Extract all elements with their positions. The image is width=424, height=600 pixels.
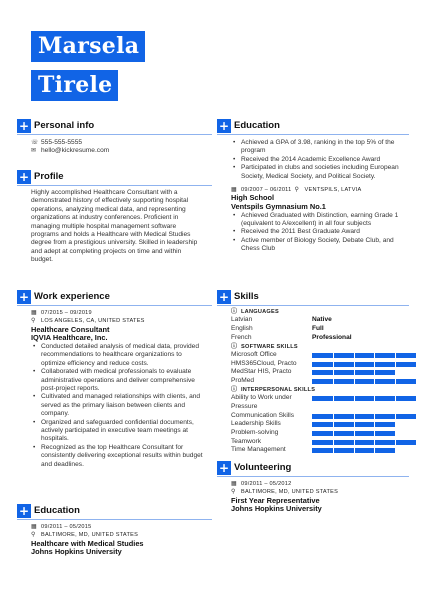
job-position: Healthcare Consultant <box>31 324 110 334</box>
language-row <box>231 316 421 325</box>
list-item: • Achieved Graduated with Distinction, earning Grade 1 (equivalent to A/excellent) in all four subjects <box>231 212 401 229</box>
location-icon: ⚲ <box>294 187 300 194</box>
skill-bar-fill <box>312 362 416 367</box>
skill-bar-gap <box>354 448 355 453</box>
skill-bar-gap <box>395 379 396 384</box>
plus-icon: + <box>218 290 230 304</box>
skill-bar <box>312 353 416 358</box>
skill-bar-gap <box>354 440 355 445</box>
skill-row <box>231 394 421 411</box>
skill-bar-gap <box>354 379 355 384</box>
profile-title: Profile <box>34 171 64 182</box>
skill-bar-gap <box>333 362 334 367</box>
skill-bar <box>312 422 416 427</box>
job-bullets <box>31 343 206 469</box>
skill-bar-gap <box>333 396 334 401</box>
phone-icon: ☏ <box>31 140 39 146</box>
volunteering-title: Volunteering <box>234 462 292 473</box>
skill-row <box>231 429 421 438</box>
skill-bar-gap <box>354 414 355 419</box>
language-level: Professional <box>312 333 352 341</box>
skill-name: Communication Skills <box>231 411 295 419</box>
skill-bar <box>312 414 416 419</box>
skill-bar-gap <box>395 414 396 419</box>
skill-bar-gap <box>374 422 375 427</box>
work-experience-title: Work experience <box>34 291 110 302</box>
skill-bar-fill <box>312 414 416 419</box>
skill-name: Microsoft Office <box>231 350 277 358</box>
volunteering-entry <box>231 480 406 514</box>
skill-bar-fill <box>312 440 416 445</box>
work-experience-header <box>17 290 212 306</box>
edu-hs-school: Ventspils Gymnasium No.1 <box>231 202 326 212</box>
plus-icon: + <box>218 461 230 475</box>
section-rule <box>217 134 409 135</box>
plus-icon: + <box>218 119 230 133</box>
skill-bar-gap <box>395 353 396 358</box>
skill-bar <box>312 448 416 453</box>
skill-bar-gap <box>374 396 375 401</box>
skill-name: MedStar HIS, Practo <box>231 368 292 376</box>
skill-bar-fill <box>312 353 416 358</box>
section-rule <box>17 519 212 520</box>
last-name: Tirele <box>31 70 118 101</box>
skill-name: Problem-solving <box>231 428 279 436</box>
skill-row <box>231 420 421 429</box>
first-name: Marsela <box>31 31 145 62</box>
skill-bar-gap <box>395 422 396 427</box>
skill-row <box>231 360 421 369</box>
edu-dates: 09/2011 – 05/2015 <box>41 524 92 530</box>
language-name: English <box>231 325 253 333</box>
job-location: LOS ANGELES, CA, UNITED STATES <box>41 318 145 325</box>
skill-bar-gap <box>374 414 375 419</box>
location-icon: ⚲ <box>31 532 36 539</box>
job-company: IQVIA Healthcare, Inc. <box>31 333 108 343</box>
skill-row <box>231 351 421 360</box>
edu-hs-location: VENTSPILS, LATVIA <box>304 187 362 194</box>
calendar-icon: ▦ <box>31 310 37 316</box>
list-item: • Conducted detailed analysis of medical data, provided recommendations to healthcare organizations to optimize efficiency and reduce costs. <box>31 343 206 368</box>
edu-degree: Healthcare with Medical Studies <box>31 538 144 548</box>
edu-location: BALTIMORE, MD, UNITED STATES <box>41 532 139 539</box>
skill-bar <box>312 396 416 401</box>
skill-row <box>231 368 421 377</box>
skill-bar-gap <box>333 370 334 375</box>
list-item: • Received the 2014 Academic Excellence Award <box>231 156 401 164</box>
list-item: • Achieved a GPA of 3.98, ranking in the top 5% of the program <box>231 139 401 156</box>
skill-bar-gap <box>354 422 355 427</box>
plus-icon: + <box>18 290 30 304</box>
edu-hs-degree: High School <box>231 193 275 203</box>
education-left-header <box>17 504 212 520</box>
section-rule <box>217 476 409 477</box>
skill-bar-gap <box>374 440 375 445</box>
skill-bar-gap <box>333 440 334 445</box>
list-item: • Cultivated and managed relationships with clients, and served as the primary liaison between clients and company. <box>31 393 206 418</box>
info-icon: ⓘ <box>231 309 238 315</box>
job-dates: 07/2015 – 09/2019 <box>41 310 92 316</box>
info-icon: ⓘ <box>231 386 238 393</box>
skill-bar-gap <box>333 414 334 419</box>
skill-bar-gap <box>374 353 375 358</box>
language-level: Full <box>312 325 324 333</box>
skill-row <box>231 438 421 447</box>
skill-name: HMS365Cloud, Practo <box>231 359 297 367</box>
calendar-icon: ▦ <box>231 481 237 487</box>
skill-bar-gap <box>374 362 375 367</box>
education-left-title: Education <box>34 505 80 516</box>
list-item: • Collaborated with medical professionals to evaluate administrative operations and deliver comprehensive post-project reports. <box>31 368 206 393</box>
skill-bar-gap <box>333 379 334 384</box>
skill-name: Leadership Skills <box>231 420 281 428</box>
edu-school: Johns Hopkins University <box>31 547 122 557</box>
skill-bar-gap <box>395 396 396 401</box>
software-label: SOFTWARE SKILLS <box>241 343 298 350</box>
skill-bar-gap <box>333 431 334 436</box>
vol-role: First Year Representative <box>231 495 320 505</box>
skill-bar-gap <box>354 370 355 375</box>
volunteering-header <box>217 461 409 477</box>
profile-header <box>17 170 212 186</box>
list-item: • Participated in clubs and societies including European Society, Medical Society, and Political Society. <box>231 164 401 181</box>
skill-bar-fill <box>312 379 416 384</box>
skill-bar-gap <box>333 448 334 453</box>
list-item: • Received the 2011 Best Graduate Award <box>231 228 401 236</box>
skill-bar-gap <box>374 379 375 384</box>
email-text: hello@kickresume.com <box>41 147 110 155</box>
personal-info-header <box>17 119 212 135</box>
personal-info-title: Personal info <box>34 120 95 131</box>
skill-bar-gap <box>395 448 396 453</box>
plus-icon: + <box>18 119 30 133</box>
section-rule <box>17 134 212 135</box>
list-item: • Active member of Biology Society, Debate Club, and Chess Club <box>231 237 401 254</box>
education-right-header <box>217 119 409 135</box>
skills-title: Skills <box>234 291 259 302</box>
skill-bar-gap <box>395 362 396 367</box>
skill-name: Time Management <box>231 446 286 454</box>
skill-bar-fill <box>312 396 416 401</box>
skill-bar-gap <box>354 353 355 358</box>
language-name: French <box>231 333 252 341</box>
phone-text: 555-555-5555 <box>41 139 83 146</box>
skill-name: Teamwork <box>231 437 262 445</box>
job-entry <box>31 309 206 469</box>
section-rule <box>17 305 212 306</box>
skill-bar-gap <box>374 431 375 436</box>
calendar-icon: ▦ <box>31 524 37 530</box>
vol-org: Johns Hopkins University <box>231 504 322 514</box>
skill-bar-gap <box>395 440 396 445</box>
edu-hs-bullets <box>231 212 401 254</box>
skill-name: ProMed <box>231 377 255 385</box>
skill-row <box>231 412 421 421</box>
skill-bar-gap <box>374 370 375 375</box>
language-name: Latvian <box>231 316 253 324</box>
skill-bar <box>312 362 416 367</box>
location-icon: ⚲ <box>31 318 36 325</box>
skills-body <box>231 308 421 455</box>
skill-bar-gap <box>354 396 355 401</box>
edu-hs-dates: 09/2007 – 06/2011 <box>241 187 292 194</box>
skills-header <box>217 290 409 306</box>
education-right-body <box>231 139 401 254</box>
edu-top-bullets <box>231 139 401 181</box>
skill-bar-gap <box>354 362 355 367</box>
skill-bar <box>312 431 416 436</box>
education-left-entry <box>31 523 206 557</box>
plus-icon: + <box>18 504 30 518</box>
language-level: Native <box>312 316 332 324</box>
skill-bar <box>312 370 416 375</box>
list-item: • Organized and safeguarded confidential documents, actively participated in executive team meetings at hospitals. <box>31 419 206 444</box>
vol-dates: 09/2011 – 05/2012 <box>241 481 292 487</box>
language-row <box>231 334 421 343</box>
skill-bar-gap <box>374 448 375 453</box>
profile-text: Highly accomplished Healthcare Consultant with a demonstrated history of effectively supporting hospital operations, analyzing medical data, and representing organizations at industry conferences. Proficient in managing multiple hospital management software programs and holds a Healthcare with Medical Studies degree from a prestigious university. Skilled in leadership and adept at completing projects on time and within budget. <box>31 189 198 264</box>
skill-bar-gap <box>354 431 355 436</box>
language-row <box>231 325 421 334</box>
list-item: • Recognized as the top Healthcare Consultant for consistently delivering exceptional results within budget and deadlines. <box>31 444 206 469</box>
skill-row <box>231 446 421 455</box>
skill-bar <box>312 440 416 445</box>
interpersonal-label: INTERPERSONAL SKILLS <box>241 386 316 393</box>
calendar-icon: ▦ <box>231 187 237 194</box>
section-rule <box>17 185 212 186</box>
section-rule <box>217 305 409 306</box>
info-icon: ⓘ <box>231 343 238 350</box>
skill-row <box>231 377 421 386</box>
skill-bar <box>312 379 416 384</box>
location-icon: ⚲ <box>231 489 236 496</box>
vol-location: BALTIMORE, MD, UNITED STATES <box>241 489 339 496</box>
personal-info-body <box>31 139 109 156</box>
mail-icon: ✉ <box>31 148 37 155</box>
education-right-title: Education <box>234 120 280 131</box>
skill-bar-gap <box>333 353 334 358</box>
languages-label: LANGUAGES <box>241 309 279 315</box>
skill-bar-gap <box>333 422 334 427</box>
plus-icon: + <box>18 170 30 184</box>
skill-bar-gap <box>395 370 396 375</box>
skill-bar-gap <box>395 431 396 436</box>
skill-name: Ability to Work under Pressure <box>231 394 292 410</box>
